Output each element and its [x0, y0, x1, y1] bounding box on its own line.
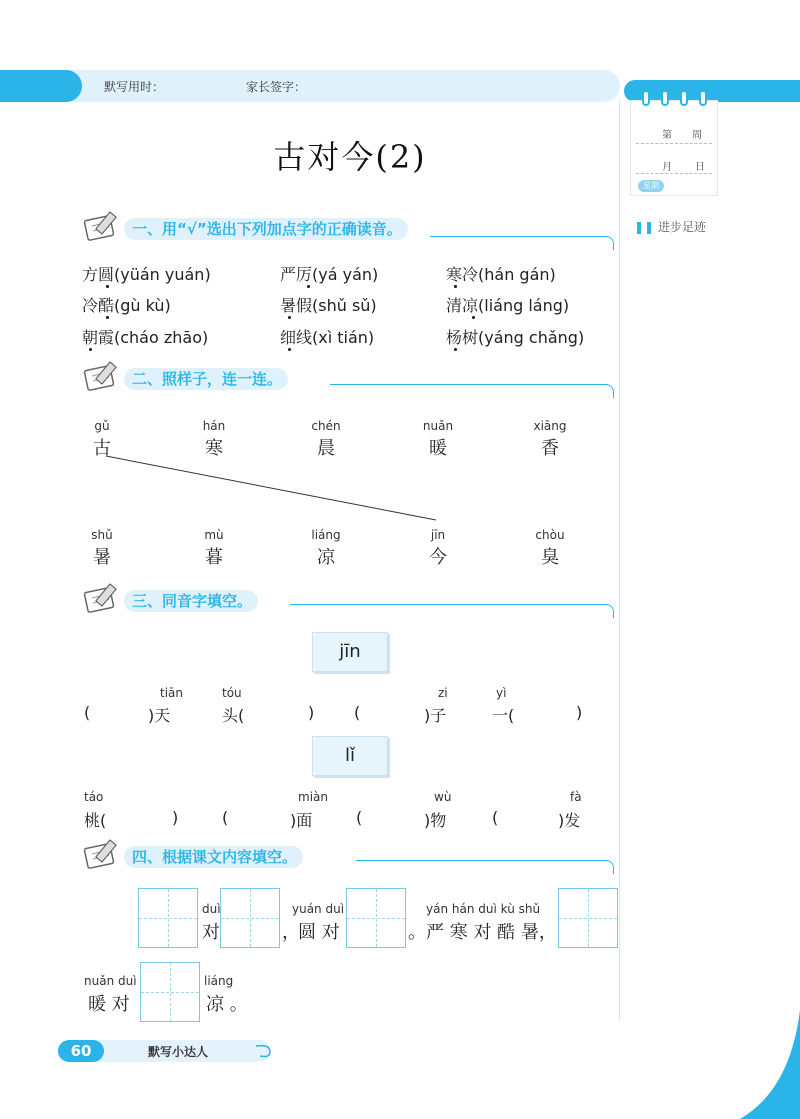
reading-item: 方圆(yüán yuán)	[82, 265, 211, 284]
corner-decoration	[700, 1010, 800, 1119]
pinyin: yán hán duì kù shǔ	[426, 902, 541, 916]
pinyin: hán	[202, 419, 226, 433]
reading-item: 杨树(yáng chǎng)	[446, 328, 585, 347]
pinyin: fà	[570, 790, 582, 804]
pinyin: tóu	[222, 686, 242, 700]
hanzi[interactable]: 凉	[317, 547, 335, 568]
blank-open[interactable]: (	[84, 703, 91, 722]
page-title: 古对今(2)	[273, 138, 427, 176]
blank-open[interactable]: (	[492, 808, 499, 827]
week-unit: 周	[692, 130, 702, 141]
tian-grid[interactable]	[138, 888, 198, 948]
curl-icon	[254, 1042, 274, 1060]
blank-open[interactable]: (	[356, 808, 363, 827]
pinyin: gǔ	[94, 419, 110, 433]
reading-item: 寒冷(hán gán)	[446, 265, 556, 284]
hanzi[interactable]: 暖	[429, 438, 447, 459]
fill-text: 严 寒 对 酷 暑，	[426, 922, 557, 943]
pinyin-box: lǐ	[312, 736, 388, 776]
tian-grid[interactable]	[346, 888, 406, 948]
pinyin: nuǎn duì	[84, 974, 137, 988]
blank-text: )面	[290, 811, 313, 830]
punct: ，	[282, 922, 300, 943]
hanzi[interactable]: 寒	[205, 438, 223, 459]
pinyin: mù	[204, 528, 224, 542]
reading-item: 暑假(shǔ sǔ)	[280, 296, 377, 315]
blank-text[interactable]: 桃(	[84, 811, 107, 830]
time-label: 默写用时：	[104, 80, 165, 94]
weekday-badge: 星期	[638, 180, 664, 192]
hanzi[interactable]: 晨	[317, 438, 335, 459]
reading-item: 朝霞(cháo zhāo)	[82, 328, 209, 347]
footprint-label: ❚❚ 进步足迹	[634, 220, 706, 234]
pinyin: nuǎn	[422, 419, 454, 433]
footprint-icon: ❚❚	[634, 220, 655, 234]
pinyin: zi	[438, 686, 448, 700]
blank-close: )	[172, 808, 179, 827]
pinyin: wù	[434, 790, 452, 804]
hanzi[interactable]: 暮	[205, 547, 223, 568]
blank-text: )天	[148, 706, 171, 725]
hanzi[interactable]: 香	[541, 438, 559, 459]
reading-item: 冷酷(gù kù)	[82, 296, 171, 315]
pinyin: liáng	[311, 528, 341, 542]
fill-text: 凉 。	[206, 994, 248, 1015]
section-rule	[290, 604, 606, 605]
punct: 。	[408, 922, 426, 943]
fill-text: 圆 对	[298, 922, 340, 943]
blank-text: )物	[424, 811, 447, 830]
section-title: 四、根据课文内容填空。	[124, 846, 303, 868]
section-rule	[356, 860, 606, 861]
reading-item: 细线(xì tián)	[280, 328, 375, 347]
day-unit: 日	[695, 162, 705, 173]
tian-grid[interactable]	[220, 888, 280, 948]
blank-text[interactable]: 一(	[492, 706, 515, 725]
pinyin: táo	[84, 790, 104, 804]
blank-text[interactable]: 头(	[222, 706, 245, 725]
pinyin: tiān	[160, 686, 183, 700]
blank-open[interactable]: (	[354, 703, 361, 722]
reading-item: 清凉(liáng láng)	[446, 296, 570, 315]
pinyin: chén	[311, 419, 341, 433]
section-title: 二、照样子，连一连。	[124, 368, 288, 390]
pinyin: miàn	[298, 790, 328, 804]
blank-text: )子	[424, 706, 447, 725]
hanzi[interactable]: 古	[93, 438, 111, 459]
pinyin: shǔ	[91, 528, 113, 542]
page-number: 60	[58, 1040, 104, 1062]
hanzi[interactable]: 今	[429, 547, 447, 568]
blank-text: )发	[558, 811, 581, 830]
pinyin: liáng	[204, 974, 234, 988]
fill-text: 对	[202, 922, 220, 943]
pinyin: chòu	[535, 528, 565, 542]
pinyin: xiāng	[533, 419, 567, 433]
section-title: 一、用“√”选出下列加点字的正确读音。	[124, 218, 408, 240]
pinyin: jīn	[430, 528, 446, 542]
blank-open[interactable]: (	[222, 808, 229, 827]
hanzi[interactable]: 暑	[93, 547, 111, 568]
reading-item: 严厉(yá yán)	[280, 265, 379, 284]
pinyin: yuán duì	[292, 902, 345, 916]
pencil-icon	[80, 836, 124, 872]
blank-close: )	[308, 703, 315, 722]
fill-text: 暖 对	[88, 994, 130, 1015]
pinyin: yì	[496, 686, 507, 700]
pinyin: duì	[202, 902, 221, 916]
pinyin-box: jīn	[312, 632, 388, 672]
tian-grid[interactable]	[140, 962, 200, 1022]
footer-label: 默写小达人	[148, 1045, 209, 1059]
week-label: 第	[662, 130, 672, 141]
month-unit: 月	[662, 162, 672, 173]
section-title: 三、同音字填空。	[124, 590, 258, 612]
sign-label: 家长签字：	[246, 80, 307, 94]
blank-close: )	[576, 703, 583, 722]
tian-grid[interactable]	[558, 888, 618, 948]
pencil-icon	[80, 580, 124, 616]
hanzi[interactable]: 臭	[541, 547, 559, 568]
